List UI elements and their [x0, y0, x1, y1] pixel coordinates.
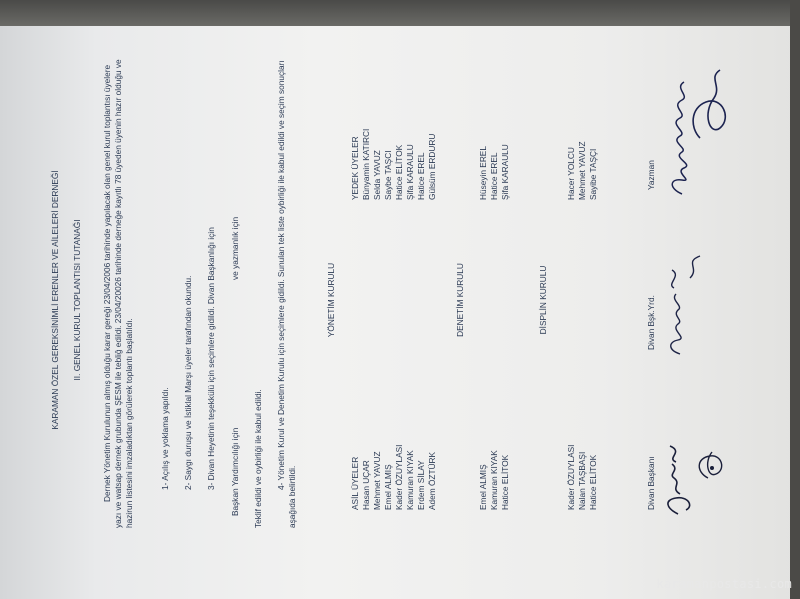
table-edge-right	[790, 0, 800, 599]
secretary-label: ve yazmanlık için	[230, 216, 240, 280]
disiplin-heading: DİSPLİN KURULU	[538, 265, 548, 335]
disiplin-yedek-members	[566, 141, 599, 200]
yedek-heading: YEDEK ÜYELER	[350, 136, 360, 200]
list-item: Emel ALMIŞ	[382, 464, 393, 510]
document-title: II. GENEL KURUL TOPLANTISI TUTANAĞI	[72, 219, 82, 381]
list-item: Erdem SİLAY	[415, 460, 426, 510]
list-item: Adem ÖZTÜRK	[426, 451, 437, 510]
list-item: Hatice EREL	[488, 152, 499, 200]
site-watermark: karamanpostasi.com	[656, 577, 792, 591]
denetim-yedek-members	[478, 144, 511, 200]
agenda-item-1: 1- Açılış ve yoklama yapıldı.	[160, 387, 170, 490]
divan-baskani-signature	[660, 408, 740, 518]
asil-heading: ASİL ÜYELER	[350, 456, 360, 510]
agenda-item-2: 2- Saygı duruşu ve İstiklal Marşı üyeler tarafından okundu.	[183, 275, 193, 490]
list-item: Bünyamin KATIRCI	[360, 128, 371, 200]
list-item: Hatice EREL	[415, 152, 426, 200]
yazman-label: Yazman	[646, 160, 656, 190]
accepted-line: Teklif edildi ve oybirliği ile kabul edildi.	[253, 389, 263, 528]
list-item: Saybe TAŞCI	[382, 150, 393, 200]
list-item: Şifa KARAULU	[404, 144, 415, 200]
document-page	[10, 20, 790, 580]
divan-bsk-yrd-label: Divan Bşk.Yrd.	[646, 295, 656, 350]
divan-baskani-label: Divan Başkanı	[646, 456, 656, 510]
list-item: Hüseyin EREL	[478, 146, 488, 200]
divan-bsk-yrd-signature	[660, 248, 720, 358]
list-item: Sayibe TAŞÇI	[587, 148, 598, 200]
yedek-members	[350, 129, 438, 200]
denetim-asil-members	[478, 450, 511, 510]
list-item: Mehmet YAVUZ	[576, 141, 587, 200]
list-item: Hatice ELİTOK	[587, 454, 598, 510]
list-item: Selda YAVUZ	[371, 150, 382, 200]
list-item: Kader ÖZUYLASI	[566, 444, 576, 510]
yonetim-heading: YÖNETİM KURULU	[326, 262, 336, 338]
agenda-item-3: 3- Divan Heyetinin teşekkülü için seçimlere gidildi. Divan Başkanlığı için	[206, 227, 216, 490]
list-item: Hatice ELİTOK	[499, 454, 510, 510]
list-item: Mehmet YAVUZ	[371, 451, 382, 510]
list-item: Şifa KARAULU	[499, 144, 510, 200]
list-item: Gülsüm ERDURU	[426, 133, 437, 200]
list-item: Kamuran KIYAK	[404, 450, 415, 510]
list-item: Kamuran KIYAK	[488, 450, 499, 510]
list-item: Hatice ELİTOK	[393, 144, 404, 200]
item-4-paragraph: 4- Yönetim Kurul ve Denetim Kurulu için seçimlere gidildi. Sunulan tek liste oybirliği ile kabul edildi ve seçim sonuçları aşağıda belirtildi.	[276, 60, 297, 528]
list-item: Nalan TAŞBAŞI	[576, 451, 587, 510]
deputy-label: Başkan Yardımcılığı için	[230, 427, 240, 516]
org-heading: KARAMAN ÖZEL GEREKSİNİMLİ ERENLER VE AİLELERİ DERNEĞİ	[50, 170, 60, 430]
list-item: Hasan UÇAR	[360, 460, 371, 510]
list-item: Hacer YOLCU	[566, 147, 576, 200]
list-item: Kader ÖZUYLASI	[393, 444, 404, 510]
denetim-heading: DENETİM KURULU	[455, 263, 465, 337]
intro-paragraph: Dernek Yönetim Kurulunun almış olduğu karar gereği 23/04/2006 tarihinde yapılacak olan genel kurul toplantısı üyelere yazı ve watsap dernek grubunda ŞESM ile tebliğ edildi. 23/04/20026 tarihinde derneğe kayıtlı 78 üyeden üyenin hazır olduğu ve hazirun listesini imzaladıktan görülerek toplantı başlatıldı.	[102, 59, 134, 528]
asil-members	[350, 445, 438, 510]
disiplin-asil-members	[566, 445, 599, 510]
yazman-signature	[660, 48, 750, 198]
list-item: Emel ALMIŞ	[478, 464, 488, 510]
